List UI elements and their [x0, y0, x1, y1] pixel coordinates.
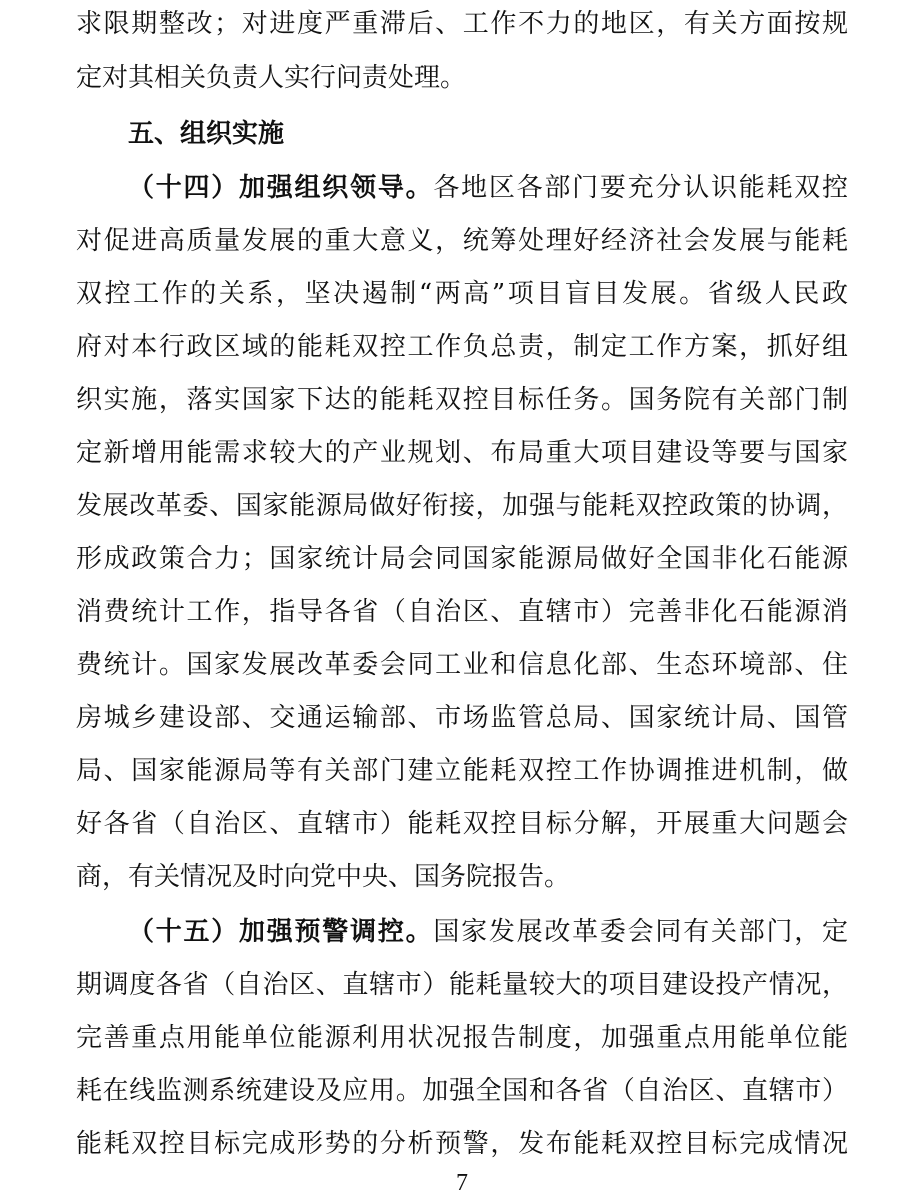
body-text-line: 形成政策合力；国家统计局会同国家能源局做好全国非化石能源: [76, 544, 848, 574]
body-text-line: 消费统计工作，指导各省（自治区、直辖市）完善非化石能源消: [76, 597, 848, 627]
body-text-line: 完善重点用能单位能源利用状况报告制度，加强重点用能单位能: [76, 1023, 848, 1053]
body-text-line: 双控工作的关系，坚决遏制“两高”项目盲目发展。省级人民政: [76, 279, 848, 309]
body-text-line: 商，有关情况及时向党中央、国务院报告。: [76, 862, 571, 892]
body-text-line: 求限期整改；对进度严重滞后、工作不力的地区，有关方面按规: [76, 9, 848, 39]
body-text-line: 耗在线监测系统建设及应用。加强全国和各省（自治区、直辖市）: [76, 1076, 848, 1106]
body-text-line: 对促进高质量发展的重大意义，统筹处理好经济社会发展与能耗: [76, 226, 848, 256]
body-text-line: 发展改革委、国家能源局做好衔接，加强与能耗双控政策的协调，: [76, 491, 848, 521]
body-text-line: 能耗双控目标完成形势的分析预警，发布能耗双控目标完成情况: [76, 1129, 848, 1159]
paragraph-14-first-line: [128, 167, 848, 209]
body-text-line: 房城乡建设部、交通运输部、市场监管总局、国家统计局、国管: [76, 703, 848, 733]
body-text-line: 织实施，落实国家下达的能耗双控目标任务。国务院有关部门制: [76, 385, 848, 415]
paragraph-14-title: （十四）加强组织领导。: [128, 173, 434, 203]
paragraph-15-first-line: [128, 911, 848, 953]
section-heading: 五、组织实施: [128, 119, 285, 149]
body-text-line: 费统计。国家发展改革委会同工业和信息化部、生态环境部、住: [76, 650, 848, 680]
body-text-line: 定对其相关负责人实行问责处理。: [76, 63, 467, 93]
paragraph-15-first-text: 国家发展改革委会同有关部门，定: [433, 917, 848, 947]
body-text-line: 定新增用能需求较大的产业规划、布局重大项目建设等要与国家: [76, 438, 848, 468]
body-text-line: 局、国家能源局等有关部门建立能耗双控工作协调推进机制，做: [76, 756, 848, 786]
body-text-line: 期调度各省（自治区、直辖市）能耗量较大的项目建设投产情况，: [76, 970, 848, 1000]
page-number: 7: [456, 1170, 468, 1196]
body-text-line: 府对本行政区域的能耗双控工作负总责，制定工作方案，抓好组: [76, 332, 848, 362]
body-text-line: 好各省（自治区、直辖市）能耗双控目标分解，开展重大问题会: [76, 809, 848, 839]
paragraph-15-title: （十五）加强预警调控。: [128, 917, 434, 947]
paragraph-14-first-text: 各地区各部门要充分认识能耗双控: [433, 173, 848, 203]
